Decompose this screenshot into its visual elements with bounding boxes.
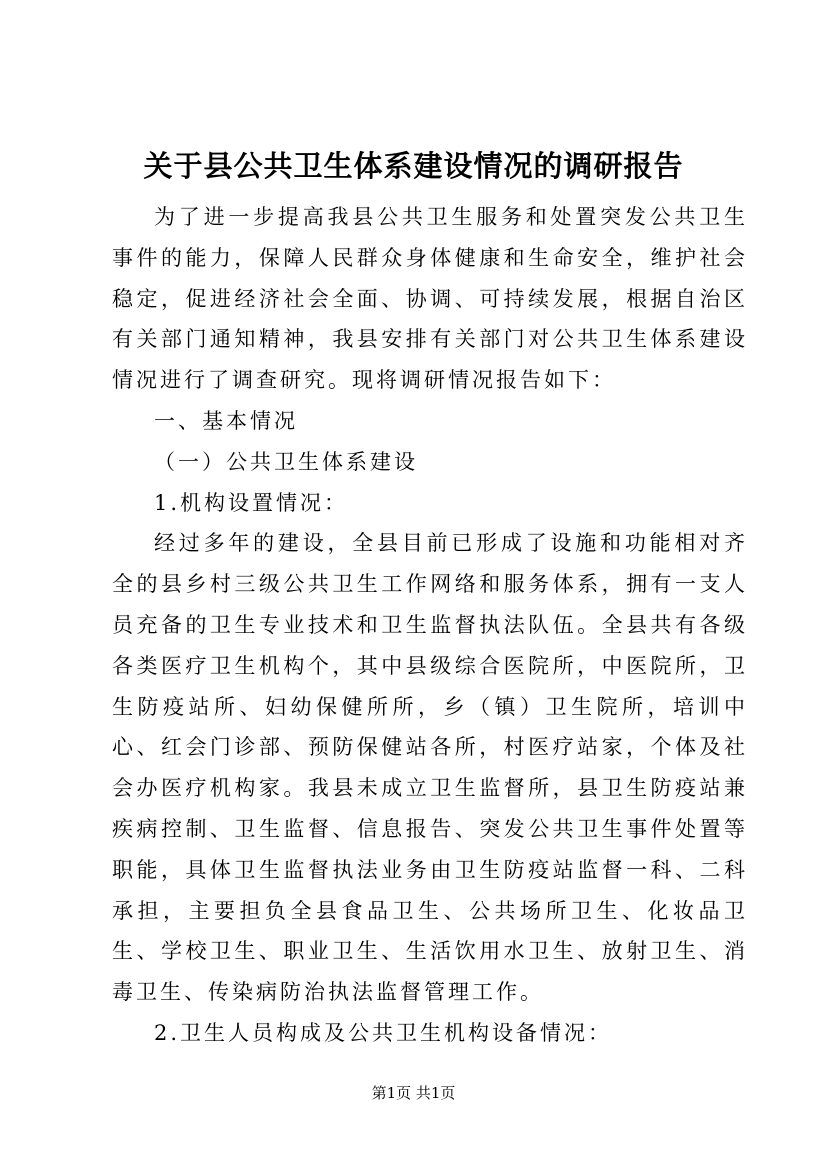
intro-paragraph: 为了进一步提高我县公共卫生服务和处置突发公共卫生事件的能力，保障人民群众身体健康和生命安全，维护社会稳定，促进经济社会全面、协调、可持续发展，根据自治区有关部门通知精神，我县安排有关部门对公共卫生体系建设情况进行了调查研究。现将调研情况报告如下： — [112, 205, 748, 393]
item-heading-institutions: 1.机构设置情况： — [154, 490, 349, 515]
institutions-paragraph: 经过多年的建设，全县目前已形成了设施和功能相对齐全的县乡村三级公共卫生工作网络和服务体系，拥有一支人员充备的卫生专业技术和卫生监督执法队伍。全县共有各级各类医疗卫生机构个，其中县级综合医院所，中医院所，卫生防疫站所、妇幼保健所所，乡（镇）卫生院所，培训中心、红会门诊部、预防保健站各所，村医疗站家，个体及社会办医疗机构家。我县未成立卫生监督所，县卫生防疫站兼疾病控制、卫生监督、信息报告、突发公共卫生事件处置等职能，具体卫生监督执法业务由卫生防疫站监督一科、二科承担，主要担负全县食品卫生、公共场所卫生、化妆品卫生、学校卫生、职业卫生、生活饮用水卫生、放射卫生、消毒卫生、传染病防治执法监督管理工作。 — [112, 531, 748, 1005]
document-body — [112, 197, 748, 1054]
subsection-heading-public-health-system: （一）公共卫生体系建设 — [154, 449, 418, 474]
document-title: 关于县公共卫生体系建设情况的调研报告 — [143, 149, 684, 183]
page-number-footer: 第1页 共1页 — [371, 1084, 456, 1102]
section-heading-basic-situation: 一、基本情况 — [154, 408, 298, 433]
item-heading-personnel-equipment: 2.卫生人员构成及公共卫生机构设备情况： — [154, 1020, 613, 1045]
